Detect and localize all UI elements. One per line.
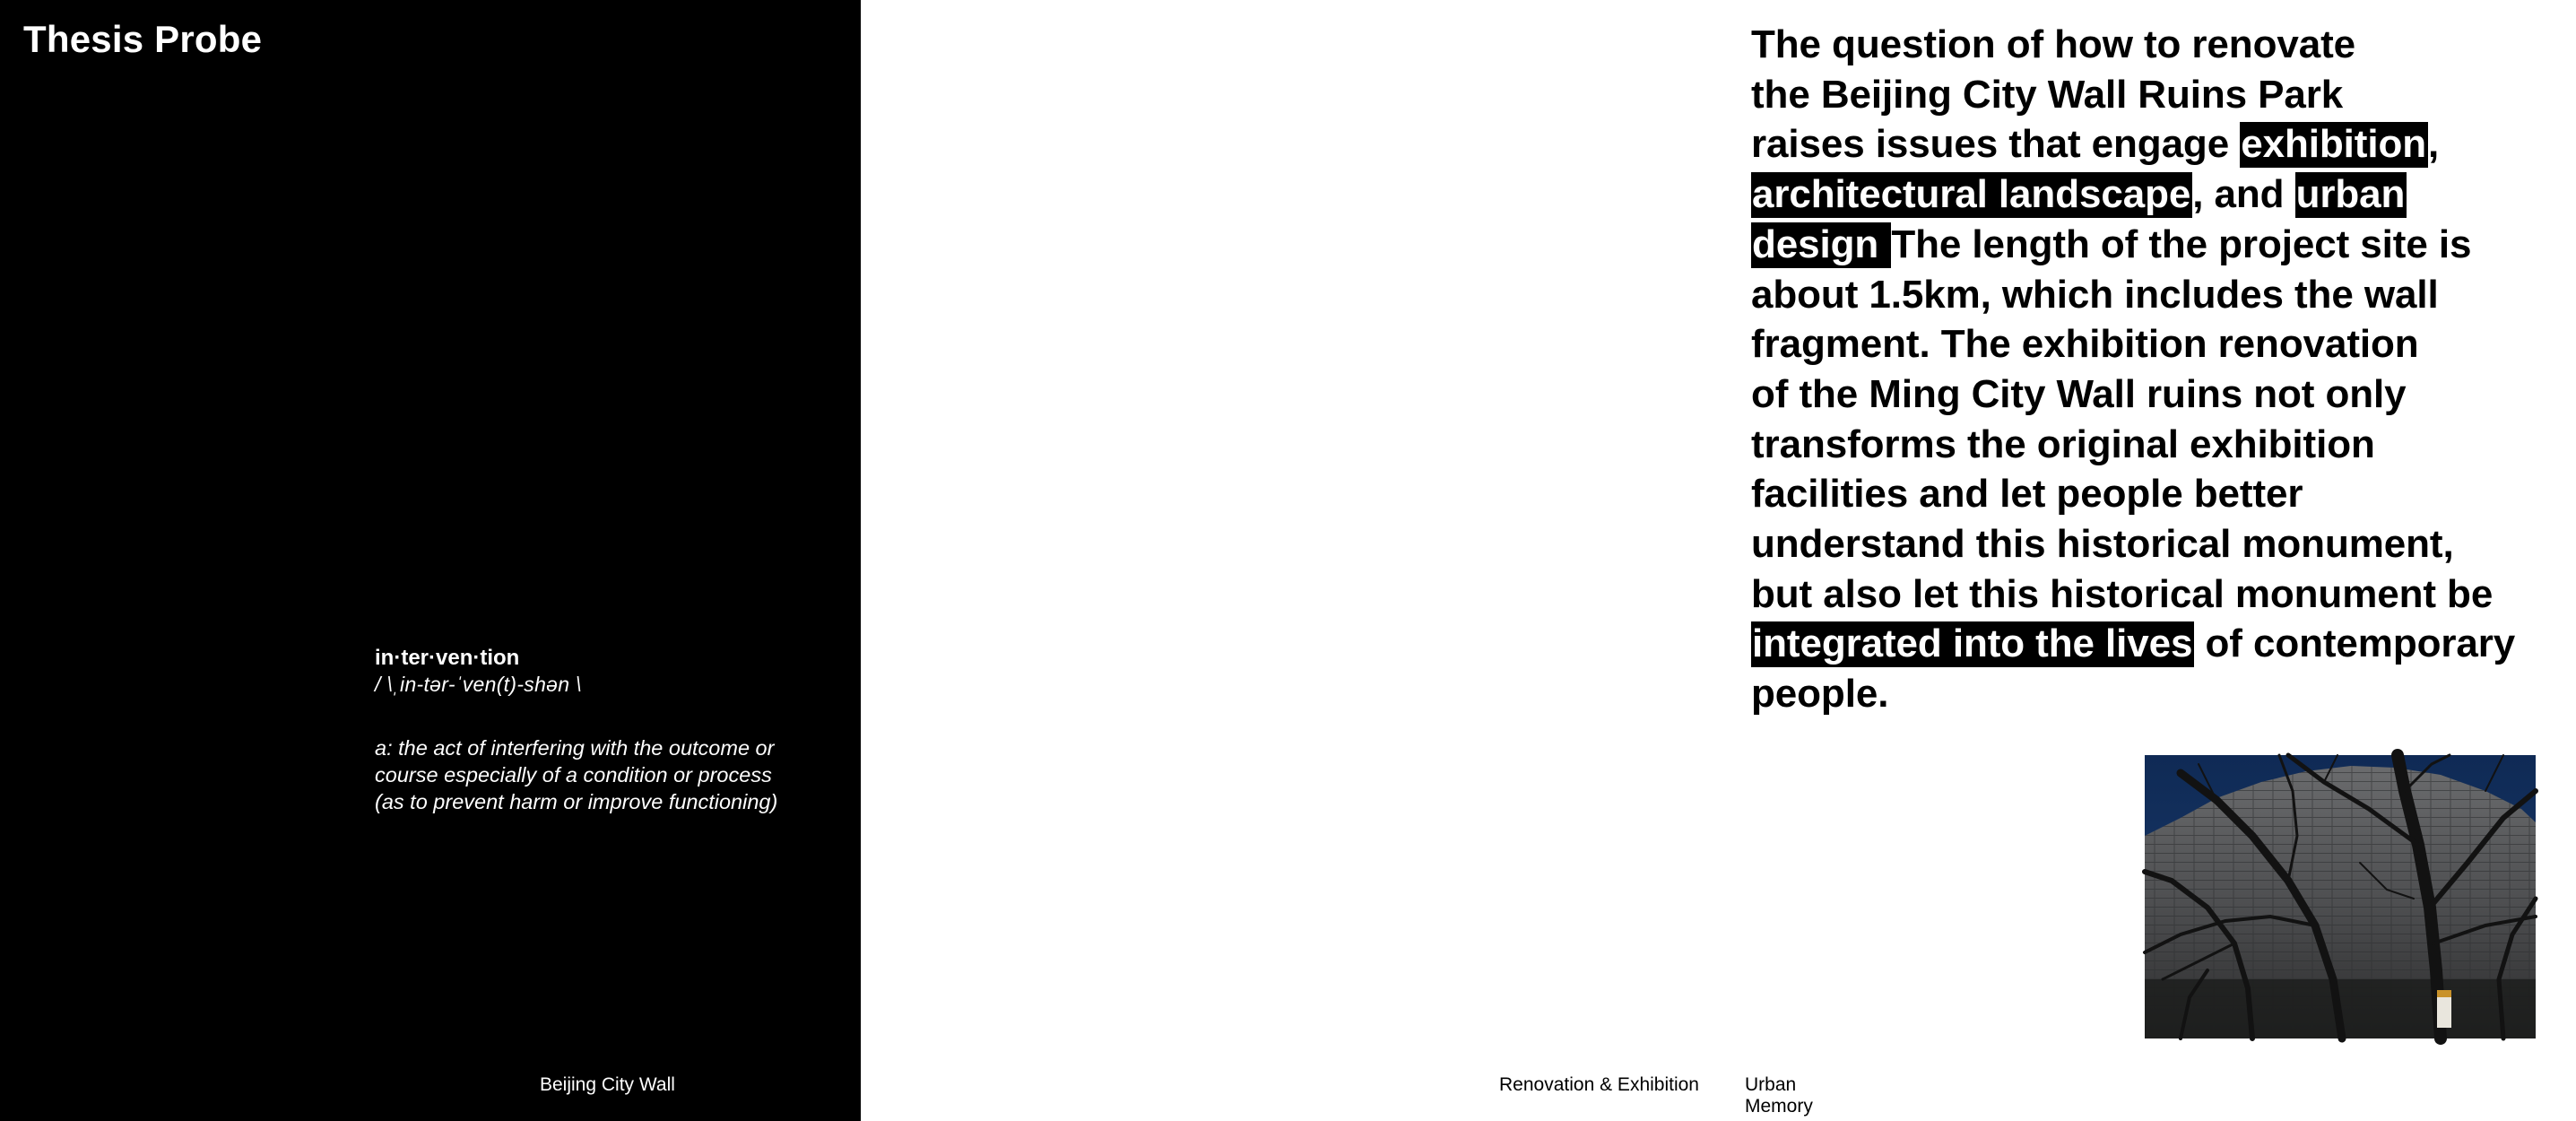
body-text-segment: but also let this historical monument be (1751, 571, 2494, 616)
definition-word: in·ter·ven·tion (375, 646, 520, 670)
definition-text: a: the act of interfering with the outcome or course especially of a condition or process (as to prevent harm or improve functioning) (375, 736, 778, 813)
body-text-segment: of contemporary (2194, 621, 2516, 666)
body-text-segment: transforms the original exhibition (1751, 421, 2375, 466)
body-line (1751, 669, 2576, 719)
body-line (1751, 469, 2576, 519)
page-title: Thesis Probe (23, 18, 263, 60)
body-line (1751, 169, 2576, 220)
highlighted-term: architectural landscape (1752, 172, 2191, 217)
body-paragraph (1751, 20, 2576, 719)
body-line (1751, 220, 2576, 270)
body-line (1751, 270, 2576, 320)
body-text-segment: about 1.5km, which includes the wall (1751, 272, 2439, 317)
definition-pronunciation: / \ˌin-tər-ˈven(t)-shən \ (375, 673, 582, 696)
body-line (1751, 70, 2576, 120)
body-text-segment: raises issues that engage (1751, 122, 2241, 167)
body-text-segment: , (2428, 122, 2440, 167)
footer-left-page: Beijing City Wall (540, 1074, 675, 1095)
body-text-segment: facilities and let people better (1751, 472, 2303, 517)
city-wall-photo-image (2145, 755, 2536, 1038)
body-line (1751, 319, 2576, 369)
body-line (1751, 569, 2576, 620)
body-line (1751, 20, 2576, 70)
footer-right-page-right: Renovation & Exhibition (1499, 1074, 1699, 1095)
highlighted-term: design (1752, 222, 1890, 266)
body-text-segment: understand this historical monument, (1751, 522, 2454, 567)
footer-right-page-left: Urban Memory (1745, 1074, 1813, 1117)
body-text-segment: The question of how to renovate (1751, 22, 2356, 66)
city-wall-photo (2145, 755, 2536, 1038)
body-text-segment: , and (2192, 172, 2295, 217)
right-page (861, 0, 2516, 1121)
body-line (1751, 420, 2576, 470)
highlighted-term: integrated into the lives (1752, 621, 2193, 666)
body-line (1751, 369, 2576, 420)
highlighted-term: exhibition (2241, 122, 2426, 167)
body-text-segment: people. (1751, 672, 1889, 717)
body-text-segment: The length of the project site is (1891, 222, 2472, 266)
body-text-segment: of the Ming City Wall ruins not only (1751, 371, 2407, 416)
body-line (1751, 119, 2576, 169)
body-line (1751, 519, 2576, 569)
body-line (1751, 619, 2576, 669)
definition-block (375, 646, 796, 815)
body-text-segment: the Beijing City Wall Ruins Park (1751, 72, 2344, 117)
body-text-segment: fragment. The exhibition renovation (1751, 322, 2419, 367)
left-page (0, 0, 861, 1121)
highlighted-term: urban (2295, 172, 2406, 217)
